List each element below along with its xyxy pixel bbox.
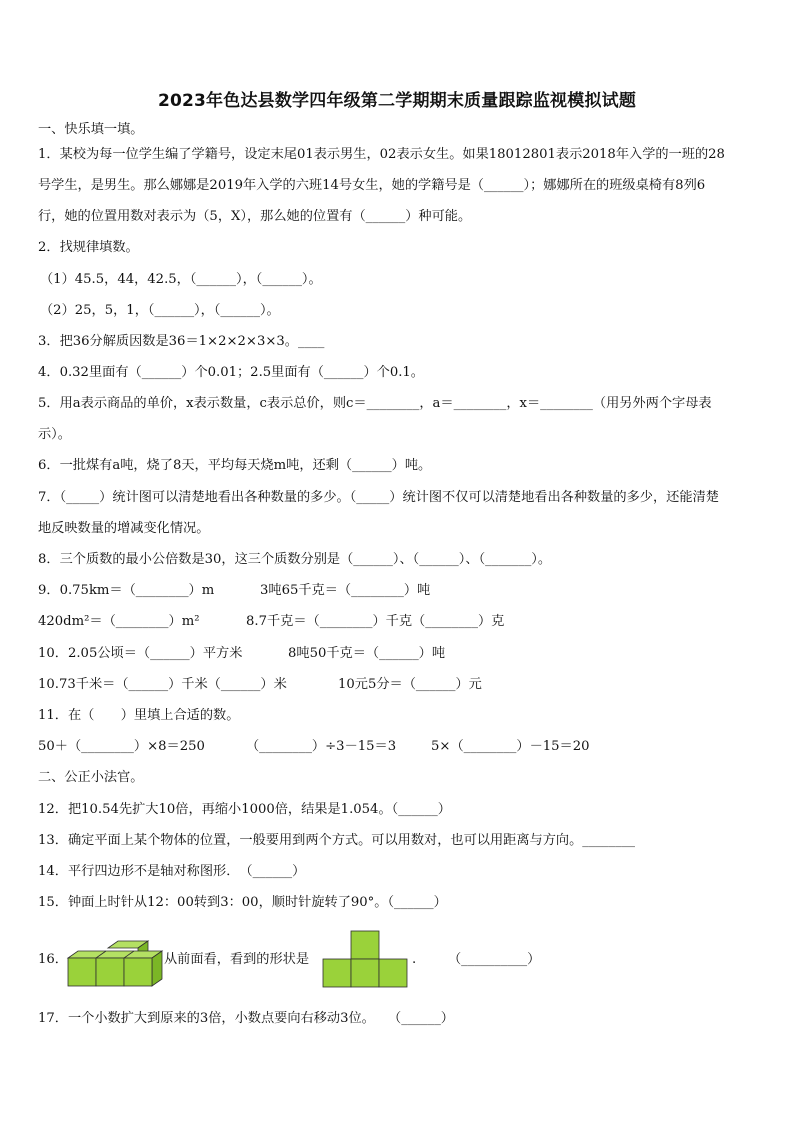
question-16-dot: .	[412, 952, 417, 967]
question-15: 15．钟面上时针从12：00转到3：00，顺时针旋转了90°。（______）	[38, 895, 447, 910]
question-16-number: 16．	[38, 952, 68, 967]
question-9-c: 420dm²＝（________）m²	[38, 614, 200, 629]
question-16-blank: （__________）	[448, 952, 541, 967]
question-1-line-1: 1．某校为每一位学生编了学籍号，设定末尾01表示男生，02表示女生。如果18012801表示2018年入学的一班的28	[38, 147, 725, 162]
question-11-row	[38, 737, 758, 757]
question-4: 4．0.32里面有（______）个0.01；2.5里面有（______）个0.1。	[38, 365, 424, 380]
question-2-part-1: （1）45.5，44，42.5，（______），（______）。	[40, 272, 322, 287]
question-10-c: 10.73千米＝（______）千米（______）米	[38, 677, 287, 692]
question-10-row-1	[38, 644, 758, 664]
section-2-heading: 二、公正小法官。	[38, 770, 144, 785]
question-9-d: 8.7千克＝（________）千克（________）克	[246, 614, 505, 629]
question-8: 8．三个质数的最小公倍数是30，这三个质数分别是（______）、（______）、（_______）。	[38, 552, 552, 567]
question-16-text: 从前面看，看到的形状是	[164, 952, 310, 967]
row-top-face	[68, 951, 162, 958]
question-9-row-2	[38, 612, 758, 632]
question-9-b: 3吨65千克＝（________）吨	[260, 583, 431, 598]
question-2: 2．找规律填数。	[38, 240, 139, 255]
cube-front-2	[96, 958, 124, 986]
question-11: 11．在（ ）里填上合适的数。	[38, 708, 240, 723]
question-17: 17．一个小数扩大到原来的3倍，小数点要向右移动3位。 （______）	[38, 1011, 454, 1026]
front-view-square-3	[379, 959, 407, 987]
question-14: 14．平行四边形不是轴对称图形． （______）	[38, 864, 306, 879]
front-view-square-1	[323, 959, 351, 987]
question-2-part-2: （2）25，5，1，（______），（______）。	[40, 303, 280, 318]
front-view-square-2	[351, 959, 379, 987]
front-view-figure	[322, 930, 408, 988]
question-10-b: 8吨50千克＝（______）吨	[288, 646, 446, 661]
question-7-line-1: 7．（_____）统计图可以清楚地看出各种数量的多少。（_____）统计图不仅可以清楚地看出各种数量的多少，还能清楚	[38, 490, 719, 505]
question-11-a: 50＋（________）×8＝250	[38, 739, 205, 754]
question-7-line-2: 地反映数量的增减变化情况。	[38, 521, 210, 536]
question-6: 6．一批煤有a吨，烧了8天，平均每天烧m吨，还剩（______）吨。	[38, 458, 432, 473]
question-3: 3．把36分解质因数是36＝1×2×2×3×3。____	[38, 334, 325, 349]
question-1-line-2: 号学生，是男生。那么娜娜是2019年入学的六班14号女生，她的学籍号是（______）；娜娜所在的班级桌椅有8列6	[38, 178, 706, 193]
question-5-line-2: 示）。	[38, 427, 71, 442]
question-12: 12．把10.54先扩大10倍，再缩小1000倍，结果是1.054。（______）	[38, 802, 451, 817]
question-5-line-1: 5．用a表示商品的单价，x表示数量，c表示总价，则c＝________，a＝________，x＝________（用另外两个字母表	[38, 396, 712, 411]
question-11-b: （________）÷3－15＝3	[246, 739, 397, 754]
page-title: 2023年色达县数学四年级第二学期期末质量跟踪监视模拟试题	[157, 91, 637, 111]
stacked-cubes-figure	[66, 938, 166, 990]
question-10-d: 10元5分＝（______）元	[338, 677, 482, 692]
question-10-a: 10．2.05公顷＝（______）平方米	[38, 646, 243, 661]
question-10-row-2	[38, 675, 758, 695]
question-9-row-1	[38, 581, 758, 601]
question-11-c: 5×（________）－15＝20	[431, 739, 590, 754]
question-1-line-3: 行，她的位置用数对表示为（5，X），那么她的位置有（______）种可能。	[38, 209, 472, 224]
cube-front-1	[68, 958, 96, 986]
section-1-heading: 一、快乐填一填。	[38, 122, 144, 137]
cube-front-3	[124, 958, 152, 986]
question-13: 13．确定平面上某个物体的位置，一般要用到两个方式。可以用数对，也可以用距离与方向。________	[38, 833, 636, 848]
front-view-square-top	[351, 931, 379, 959]
question-9-a: 9．0.75km＝（________）m	[38, 583, 215, 598]
